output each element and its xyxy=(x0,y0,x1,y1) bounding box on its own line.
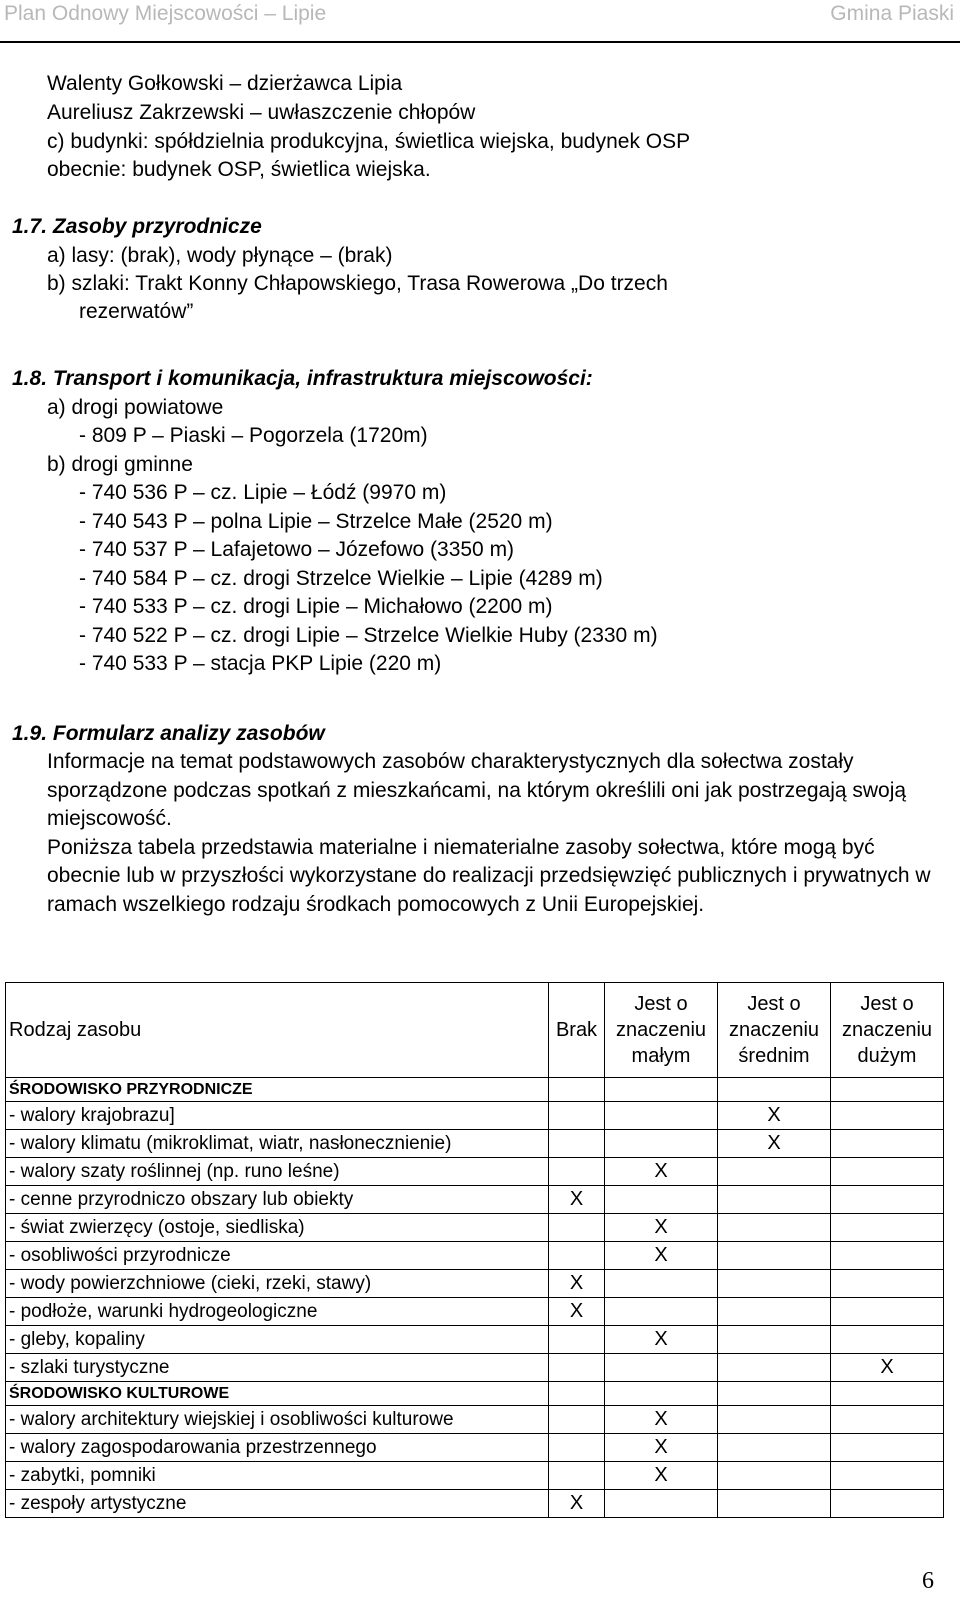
header-rule xyxy=(0,41,960,43)
empty-cell xyxy=(831,1102,944,1130)
rating-mark-cell: X xyxy=(549,1270,605,1298)
road-item: - 809 P – Piaski – Pogorzela (1720m) xyxy=(79,424,428,447)
empty-cell xyxy=(831,1382,944,1406)
table-row xyxy=(6,1462,944,1490)
intro-line: c) budynki: spółdzielnia produkcyjna, świetlica wiejska, budynek OSP xyxy=(47,130,691,153)
table-row xyxy=(6,1406,944,1434)
empty-cell xyxy=(831,1078,944,1102)
page-number: 6 xyxy=(922,1568,934,1594)
empty-cell xyxy=(549,1158,605,1186)
road-item: - 740 543 P – polna Lipie – Strzelce Małe (2520 m) xyxy=(79,510,553,533)
empty-cell xyxy=(549,1102,605,1130)
table-row xyxy=(6,1214,944,1242)
table-row xyxy=(6,1242,944,1270)
intro-line: Aureliusz Zakrzewski – uwłaszczenie chłopów xyxy=(47,101,476,124)
empty-cell xyxy=(718,1078,831,1102)
empty-cell xyxy=(718,1326,831,1354)
resource-label-cell: - zespoły artystyczne xyxy=(6,1490,549,1518)
resource-label-cell: - osobliwości przyrodnicze xyxy=(6,1242,549,1270)
empty-cell xyxy=(549,1326,605,1354)
rating-mark-cell: X xyxy=(605,1434,718,1462)
empty-cell xyxy=(605,1186,718,1214)
empty-cell xyxy=(549,1434,605,1462)
table-header-row xyxy=(6,983,944,1078)
road-item: - 740 533 P – cz. drogi Lipie – Michałowo (2200 m) xyxy=(79,595,553,618)
resource-label-cell: - walory zagospodarowania przestrzennego xyxy=(6,1434,549,1462)
section-heading-1-9: 1.9. Formularz analizy zasobów xyxy=(12,722,325,745)
empty-cell xyxy=(718,1406,831,1434)
empty-cell xyxy=(549,1214,605,1242)
empty-cell xyxy=(831,1158,944,1186)
resource-label-cell: - świat zwierzęcy (ostoje, siedliska) xyxy=(6,1214,549,1242)
rating-mark-cell: X xyxy=(605,1406,718,1434)
empty-cell xyxy=(718,1434,831,1462)
empty-cell xyxy=(605,1298,718,1326)
empty-cell xyxy=(831,1186,944,1214)
road-item: - 740 533 P – stacja PKP Lipie (220 m) xyxy=(79,652,442,675)
road-item: - 740 584 P – cz. drogi Strzelce Wielkie – Lipie (4289 m) xyxy=(79,567,603,590)
page-header xyxy=(0,0,960,40)
header-cell: Rodzaj zasobu xyxy=(6,983,549,1078)
rating-mark-cell: X xyxy=(718,1130,831,1158)
resource-label-cell: - gleby, kopaliny xyxy=(6,1326,549,1354)
section-heading-1-7: 1.7. Zasoby przyrodnicze xyxy=(12,215,262,238)
resource-label-cell: - walory krajobrazu] xyxy=(6,1102,549,1130)
empty-cell xyxy=(718,1270,831,1298)
empty-cell xyxy=(549,1354,605,1382)
resource-label-cell: - walory architektury wiejskiej i osobliwości kulturowe xyxy=(6,1406,549,1434)
section-heading-1-8: 1.8. Transport i komunikacja, infrastruktura miejscowości: xyxy=(12,367,593,390)
empty-cell xyxy=(549,1130,605,1158)
empty-cell xyxy=(605,1382,718,1406)
resource-label-cell: - podłoże, warunki hydrogeologiczne xyxy=(6,1298,549,1326)
empty-cell xyxy=(718,1354,831,1382)
empty-cell xyxy=(831,1326,944,1354)
empty-cell xyxy=(831,1462,944,1490)
table-row xyxy=(6,1102,944,1130)
rating-mark-cell: X xyxy=(549,1490,605,1518)
resource-label-cell: - wody powierzchniowe (cieki, rzeki, stawy) xyxy=(6,1270,549,1298)
rating-mark-cell: X xyxy=(605,1214,718,1242)
list-item: a) lasy: (brak), wody płynące – (brak) xyxy=(47,244,393,267)
empty-cell xyxy=(831,1130,944,1158)
empty-cell xyxy=(831,1490,944,1518)
section-title-cell: ŚRODOWISKO KULTUROWE xyxy=(6,1382,549,1406)
rating-mark-cell: X xyxy=(605,1462,718,1490)
intro-line: obecnie: budynek OSP, świetlica wiejska. xyxy=(47,158,431,181)
road-item: - 740 522 P – cz. drogi Lipie – Strzelce Wielkie Huby (2330 m) xyxy=(79,624,658,647)
table-row xyxy=(6,1326,944,1354)
empty-cell xyxy=(718,1158,831,1186)
empty-cell xyxy=(718,1462,831,1490)
list-item: b) szlaki: Trakt Konny Chłapowskiego, Trasa Rowerowa „Do trzech xyxy=(47,272,668,295)
paragraph: Informacje na temat podstawowych zasobów charakterystycznych dla sołectwa zostały sporządzone podczas spotkań z mieszkańcami, na którym określili oni jak postrzegają swoją miejscowość. xyxy=(47,750,907,830)
section-body xyxy=(47,748,937,919)
rating-mark-cell: X xyxy=(549,1186,605,1214)
list-item: a) drogi powiatowe xyxy=(47,396,224,419)
table-row xyxy=(6,1158,944,1186)
empty-cell xyxy=(718,1186,831,1214)
empty-cell xyxy=(831,1406,944,1434)
table-row xyxy=(6,1354,944,1382)
paragraph: Poniższa tabela przedstawia materialne i niematerialne zasoby sołectwa, które mogą być obecnie lub w przyszłości wykorzystane do realizacji przedsięwzięć publicznych i prywatnych w ramach wszelkiego rodzaju środkach pomocowych z Unii Europejskiej. xyxy=(47,835,931,916)
empty-cell xyxy=(549,1078,605,1102)
empty-cell xyxy=(718,1214,831,1242)
empty-cell xyxy=(605,1078,718,1102)
empty-cell xyxy=(549,1242,605,1270)
empty-cell xyxy=(718,1382,831,1406)
rating-mark-cell: X xyxy=(605,1158,718,1186)
rating-mark-cell: X xyxy=(605,1242,718,1270)
empty-cell xyxy=(718,1490,831,1518)
empty-cell xyxy=(831,1242,944,1270)
table-section-row xyxy=(6,1382,944,1406)
header-cell: Jest o znaczeniu dużym xyxy=(831,983,944,1078)
empty-cell xyxy=(605,1130,718,1158)
rating-mark-cell: X xyxy=(718,1102,831,1130)
resources-table xyxy=(5,982,944,1518)
empty-cell xyxy=(831,1434,944,1462)
empty-cell xyxy=(605,1270,718,1298)
list-item: rezerwatów” xyxy=(79,300,194,323)
empty-cell xyxy=(831,1270,944,1298)
resource-label-cell: - szlaki turystyczne xyxy=(6,1354,549,1382)
section-title-cell: ŚRODOWISKO PRZYRODNICZE xyxy=(6,1078,549,1102)
empty-cell xyxy=(718,1298,831,1326)
rating-mark-cell: X xyxy=(831,1354,944,1382)
road-item: - 740 536 P – cz. Lipie – Łódź (9970 m) xyxy=(79,481,447,504)
header-title: Plan Odnowy Miejscowości – Lipie xyxy=(4,2,327,25)
empty-cell xyxy=(549,1382,605,1406)
table-row xyxy=(6,1434,944,1462)
table-section-row xyxy=(6,1078,944,1102)
empty-cell xyxy=(605,1490,718,1518)
header-org: Gmina Piaski xyxy=(830,2,954,25)
empty-cell xyxy=(831,1214,944,1242)
empty-cell xyxy=(718,1242,831,1270)
empty-cell xyxy=(549,1406,605,1434)
table-row xyxy=(6,1186,944,1214)
rating-mark-cell: X xyxy=(605,1326,718,1354)
road-item: - 740 537 P – Lafajetowo – Józefowo (3350 m) xyxy=(79,538,515,561)
header-cell: Jest o znaczeniu średnim xyxy=(718,983,831,1078)
empty-cell xyxy=(605,1102,718,1130)
empty-cell xyxy=(605,1354,718,1382)
resource-label-cell: - zabytki, pomniki xyxy=(6,1462,549,1490)
resource-label-cell: - walory szaty roślinnej (np. runo leśne) xyxy=(6,1158,549,1186)
list-item: b) drogi gminne xyxy=(47,453,193,476)
resource-label-cell: - walory klimatu (mikroklimat, wiatr, nasłonecznienie) xyxy=(6,1130,549,1158)
empty-cell xyxy=(549,1462,605,1490)
table-row xyxy=(6,1490,944,1518)
empty-cell xyxy=(831,1298,944,1326)
header-cell: Jest o znaczeniu małym xyxy=(605,983,718,1078)
table-row xyxy=(6,1270,944,1298)
intro-line: Walenty Gołkowski – dzierżawca Lipia xyxy=(47,72,403,95)
table-row xyxy=(6,1130,944,1158)
resource-label-cell: - cenne przyrodniczo obszary lub obiekty xyxy=(6,1186,549,1214)
rating-mark-cell: X xyxy=(549,1298,605,1326)
header-cell: Brak xyxy=(549,983,605,1078)
table-row xyxy=(6,1298,944,1326)
